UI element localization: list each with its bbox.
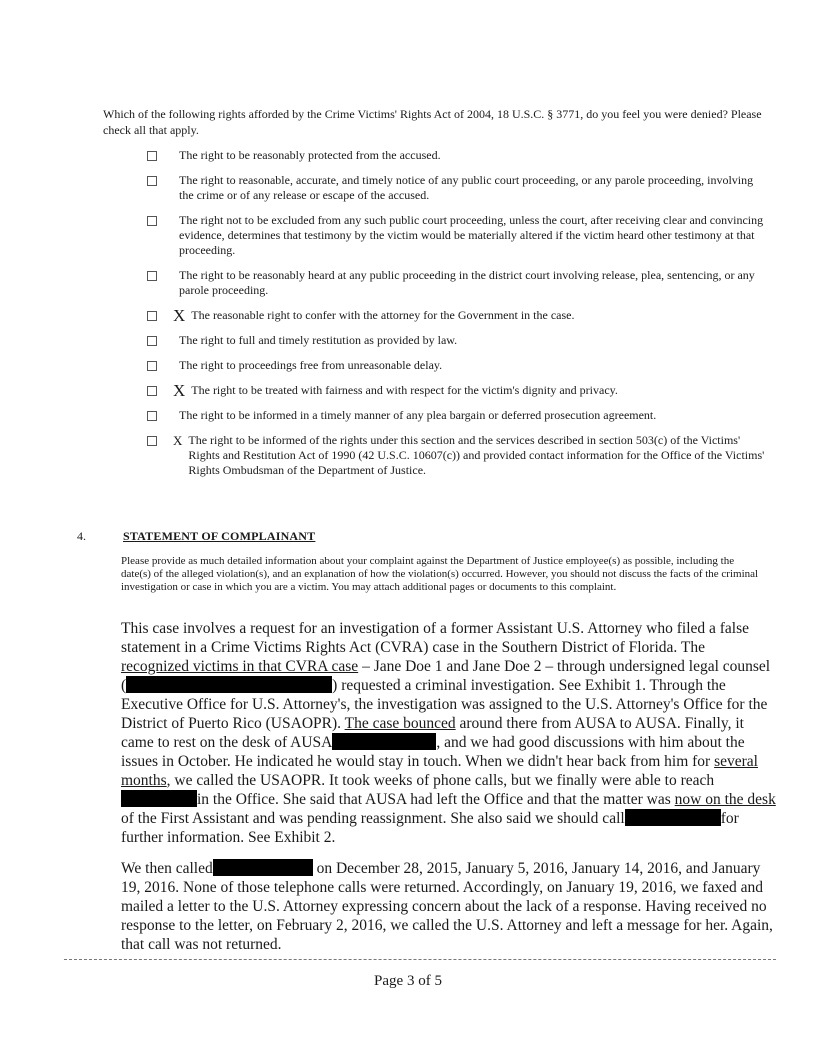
underlined-text: recognized victims in that CVRA case: [121, 658, 359, 675]
checkbox[interactable]: [147, 386, 157, 396]
right-text: The right to be reasonably protected from the accused.: [179, 148, 441, 162]
section-number: 4.: [77, 529, 86, 543]
right-item: [147, 408, 767, 423]
checkbox[interactable]: [147, 411, 157, 421]
text-run: on December 28, 2015, January 5, 2016, January 14, 2016, and January 19, 2016. None of those telephone calls were returned. Accordingly, on January 19, 2016, we faxed and mailed a letter to the U.S. Attorney expressing concern about the lack of a response. Having received no response to the letter, on February 2, 2016, we called the U.S. Attorney and left a message for her. Again, that call was not returned.: [121, 860, 773, 953]
right-text: The right to full and timely restitution as provided by law.: [179, 333, 458, 347]
right-item: [147, 333, 767, 348]
right-item: [147, 173, 767, 203]
underlined-text: now on the desk: [674, 791, 776, 808]
right-item: [147, 358, 767, 373]
right-text: The right to reasonable, accurate, and timely notice of any public court proceeding, or any parole proceeding, involving the crime or of any release or escape of the accused.: [179, 173, 754, 202]
redaction-box: [213, 859, 313, 876]
text-run: of the First Assistant and was pending reassignment. She also said we should call: [121, 810, 625, 827]
right-item: [147, 433, 767, 478]
footer-divider: [64, 959, 776, 960]
right-text: The right to be informed of the rights under this section and the services described in section 503(c) of the Victims' Rights and Restitution Act of 1990 (42 U.S.C. 10607(c)) and provided contact information for the Office of the Victims' Rights Ombudsman of the Department of Justice.: [188, 433, 765, 477]
text-run: around there from AUSA to AUSA. Finally, it came to rest on the desk of AUSA: [121, 715, 744, 751]
checkbox[interactable]: [147, 216, 157, 226]
redaction-box: [126, 676, 332, 693]
right-text: The right to be reasonably heard at any public proceeding in the district court involving release, plea, sentencing, or any parole proceeding.: [179, 268, 755, 297]
page-number: Page 3 of 5: [374, 973, 442, 989]
underlined-text: The case bounced: [344, 715, 456, 732]
text-run: This case involves a request for an investigation of a former Assistant U.S. Attorney who filed a false statement in a Crime Victims Rights Act (CVRA) case in the Southern District of Florida. The: [121, 620, 750, 656]
checkbox[interactable]: [147, 176, 157, 186]
statement-paragraph: [121, 859, 776, 954]
checkbox[interactable]: [147, 336, 157, 346]
section-title: STATEMENT OF COMPLAINANT: [123, 529, 316, 543]
right-item: [147, 308, 767, 323]
check-mark: X: [173, 433, 183, 448]
right-text: The reasonable right to confer with the attorney for the Government in the case.: [191, 308, 575, 322]
checkbox[interactable]: [147, 436, 157, 446]
right-text: The right not to be excluded from any such public court proceeding, unless the court, after receiving clear and convincing evidence, determines that testimony by the victim would be materially altered if the victim heard other testimony at that proceeding.: [179, 213, 764, 257]
right-item: [147, 148, 767, 163]
text-run: , and we had good discussions with him about the issues in October. He indicated he would stay in touch. When we didn't hear back from him for: [121, 734, 745, 770]
underlined-text: several months: [121, 753, 758, 789]
text-run: , we called the USAOPR. It took weeks of phone calls, but we finally were able to reach: [166, 772, 715, 789]
checkbox[interactable]: [147, 361, 157, 371]
rights-checklist: [147, 148, 767, 488]
text-run: We then called: [121, 860, 213, 877]
checkbox[interactable]: [147, 271, 157, 281]
redaction-box: [332, 733, 436, 750]
right-item: [147, 268, 767, 298]
right-text: The right to be treated with fairness and with respect for the victim's dignity and privacy.: [191, 383, 618, 397]
redaction-box: [121, 790, 197, 807]
check-mark: X: [173, 306, 186, 325]
right-item: [147, 213, 767, 258]
statement-paragraph: [121, 619, 776, 847]
rights-question: Which of the following rights afforded by the Crime Victims' Rights Act of 2004, 18 U.S.C. § 3771, do you feel you were denied? Please check all that apply.: [103, 107, 762, 137]
text-run: ) requested a criminal investigation. See Exhibit 1. Through the Executive Office for U.S. Attorney's, the investigation was assigned to the U.S. Attorney's Office for the District of Puerto Rico (USAOPR).: [121, 677, 768, 732]
right-item: [147, 383, 767, 398]
checkbox[interactable]: [147, 311, 157, 321]
check-mark: X: [173, 381, 186, 400]
section-instructions: Please provide as much detailed information about your complaint against the Department of Justice employee(s) as possible, including the date(s) of the alleged violation(s), and an explanation of how the violation(s) occurred. However, you should not discuss the facts of the criminal investigation or case in which you are a victim. You may attach additional pages or documents to this complaint.: [121, 555, 759, 593]
complainant-statement: [121, 619, 776, 966]
text-run: in the Office. She said that AUSA had left the Office and that the matter was: [197, 791, 675, 808]
right-text: The right to proceedings free from unreasonable delay.: [179, 358, 443, 372]
text-run: – Jane Doe 1 and Jane Doe 2 – through undersigned legal counsel (: [121, 658, 771, 694]
redaction-box: [625, 809, 721, 826]
text-run: for further information. See Exhibit 2.: [121, 810, 739, 846]
checkbox[interactable]: [147, 151, 157, 161]
right-text: The right to be informed in a timely manner of any plea bargain or deferred prosecution agreement.: [179, 408, 657, 422]
